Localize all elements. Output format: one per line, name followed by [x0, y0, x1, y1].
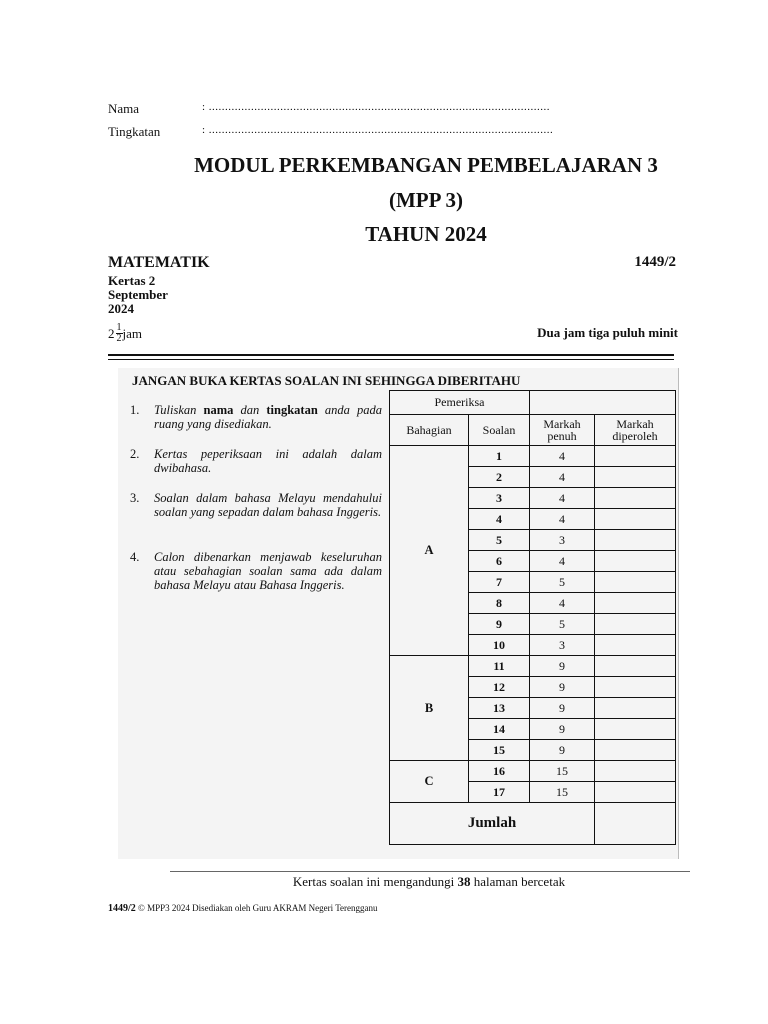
full-marks-cell: 9	[530, 719, 595, 740]
instruction-text: Kertas peperiksaan ini adalah dalam dwibahasa.	[154, 447, 382, 475]
section-cell: C	[390, 761, 469, 803]
question-cell: 12	[469, 677, 530, 698]
divider-thick	[108, 354, 674, 356]
question-cell: 1	[469, 446, 530, 467]
instruction-number: 1.	[130, 403, 140, 417]
form-label: Tingkatan	[108, 124, 161, 139]
question-cell: 16	[469, 761, 530, 782]
obtained-marks-cell	[595, 530, 676, 551]
fraction-denominator: 2	[116, 333, 122, 344]
full-marks-cell: 4	[530, 509, 595, 530]
obtained-marks-cell	[595, 782, 676, 803]
section-cell: B	[390, 656, 469, 761]
full-marks-cell: 4	[530, 467, 595, 488]
obtained-marks-cell	[595, 572, 676, 593]
full-marks-cell: 3	[530, 635, 595, 656]
instruction-text: Calon dibenarkan menjawab keseluruhan atau sebahagian soalan sama ada dalam bahasa Melayu atau Bahasa Inggeris.	[154, 550, 382, 592]
footer-code: 1449/2	[108, 903, 136, 914]
instruction-3	[130, 491, 382, 519]
full-marks-cell: 9	[530, 740, 595, 761]
question-header: Soalan	[469, 415, 530, 446]
subject-name: MATEMATIK	[108, 254, 210, 271]
question-cell: 2	[469, 467, 530, 488]
obtained-marks-cell	[595, 593, 676, 614]
instruction-text: Soalan dalam bahasa Melayu mendahului soalan yang sepadan dalam bahasa Inggeris.	[154, 491, 382, 519]
obtained-marks-cell	[595, 614, 676, 635]
instruction-bold-form: tingkatan	[266, 403, 318, 417]
footer-credit-text: © MPP3 2024 Disediakan oleh Guru AKRAM Negeri Terengganu	[135, 903, 378, 913]
module-title: MODUL PERKEMBANGAN PEMBELAJARAN 3	[194, 153, 658, 177]
fraction-numerator: 1	[116, 322, 122, 333]
question-cell: 14	[469, 719, 530, 740]
question-cell: 17	[469, 782, 530, 803]
obtained-marks-cell	[595, 656, 676, 677]
instruction-text: dan	[233, 403, 267, 417]
module-year: TAHUN 2024	[365, 222, 487, 246]
obtained-marks-cell	[595, 509, 676, 530]
obtained-marks-cell	[595, 677, 676, 698]
question-cell: 13	[469, 698, 530, 719]
instruction-bold-name: nama	[203, 403, 234, 417]
obtained-marks-cell	[595, 488, 676, 509]
section-cell: A	[390, 446, 469, 656]
question-cell: 10	[469, 635, 530, 656]
instruction-2	[130, 447, 382, 475]
instruction-number: 4.	[130, 550, 140, 564]
question-cell: 3	[469, 488, 530, 509]
name-label: Nama	[108, 101, 140, 116]
full-marks-cell: 4	[530, 593, 595, 614]
form-field	[108, 124, 553, 140]
exam-year: 2024	[108, 301, 134, 316]
full-marks-cell: 4	[530, 551, 595, 572]
time-fraction	[108, 323, 142, 344]
module-abbrev: (MPP 3)	[388, 188, 464, 212]
instruction-text: Tuliskan	[154, 403, 204, 417]
table-row	[390, 656, 676, 677]
full-marks-cell: 9	[530, 698, 595, 719]
full-marks-cell: 15	[530, 782, 595, 803]
question-cell: 5	[469, 530, 530, 551]
question-cell: 15	[469, 740, 530, 761]
page-count-number: 38	[457, 874, 471, 889]
obtained-marks-cell	[595, 719, 676, 740]
full-marks-header: Markah penuh	[530, 415, 595, 446]
total-value	[595, 803, 676, 845]
page-count-text: Kertas soalan ini mengandungi	[292, 874, 458, 889]
obtained-marks-cell	[595, 467, 676, 488]
question-cell: 6	[469, 551, 530, 572]
obtained-marks-cell	[595, 698, 676, 719]
obtained-marks-cell	[595, 761, 676, 782]
question-cell: 8	[469, 593, 530, 614]
page-count-line	[0, 874, 768, 890]
form-dots: : ..........................................................................................................	[202, 124, 554, 136]
obtained-marks-cell	[595, 635, 676, 656]
obtained-marks-cell	[595, 740, 676, 761]
instruction-1	[130, 403, 382, 431]
question-cell: 11	[469, 656, 530, 677]
divider-thin	[108, 359, 674, 360]
footer-divider	[170, 871, 690, 872]
full-marks-cell: 3	[530, 530, 595, 551]
full-marks-cell: 9	[530, 656, 595, 677]
obtained-marks-cell	[595, 446, 676, 467]
fraction	[116, 323, 123, 344]
question-cell: 9	[469, 614, 530, 635]
instruction-number: 3.	[130, 491, 140, 505]
examiner-blank	[530, 391, 676, 415]
paper-label: Kertas 2	[108, 273, 156, 288]
instruction-text: anda pada ruang yang disediakan.	[154, 403, 383, 431]
name-field	[108, 101, 550, 117]
page-count-text: halaman bercetak	[470, 874, 566, 889]
exam-month: September	[108, 287, 168, 302]
footer-credit	[108, 903, 378, 914]
instruction-number: 2.	[130, 447, 140, 461]
duration-text: Dua jam tiga puluh minit	[537, 325, 678, 340]
obtained-marks-header: Markah diperoleh	[595, 415, 676, 446]
question-cell: 4	[469, 509, 530, 530]
name-dots: : .........................................................................................................	[202, 101, 551, 113]
instruction-4	[130, 550, 382, 592]
subject-code: 1449/2	[634, 254, 676, 270]
total-label: Jumlah	[390, 803, 595, 845]
question-cell: 7	[469, 572, 530, 593]
time-whole: 2	[108, 325, 115, 341]
full-marks-cell: 4	[530, 446, 595, 467]
full-marks-cell: 9	[530, 677, 595, 698]
full-marks-cell: 5	[530, 572, 595, 593]
section-header: Bahagian	[390, 415, 469, 446]
table-row	[390, 446, 676, 467]
full-marks-cell: 5	[530, 614, 595, 635]
marks-table	[389, 390, 676, 845]
time-unit: jam	[122, 325, 142, 341]
full-marks-cell: 4	[530, 488, 595, 509]
notice-heading: JANGAN BUKA KERTAS SOALAN INI SEHINGGA DIBERITAHU	[132, 373, 521, 388]
obtained-marks-cell	[595, 551, 676, 572]
full-marks-cell: 15	[530, 761, 595, 782]
examiner-header: Pemeriksa	[390, 391, 530, 415]
table-row	[390, 761, 676, 782]
